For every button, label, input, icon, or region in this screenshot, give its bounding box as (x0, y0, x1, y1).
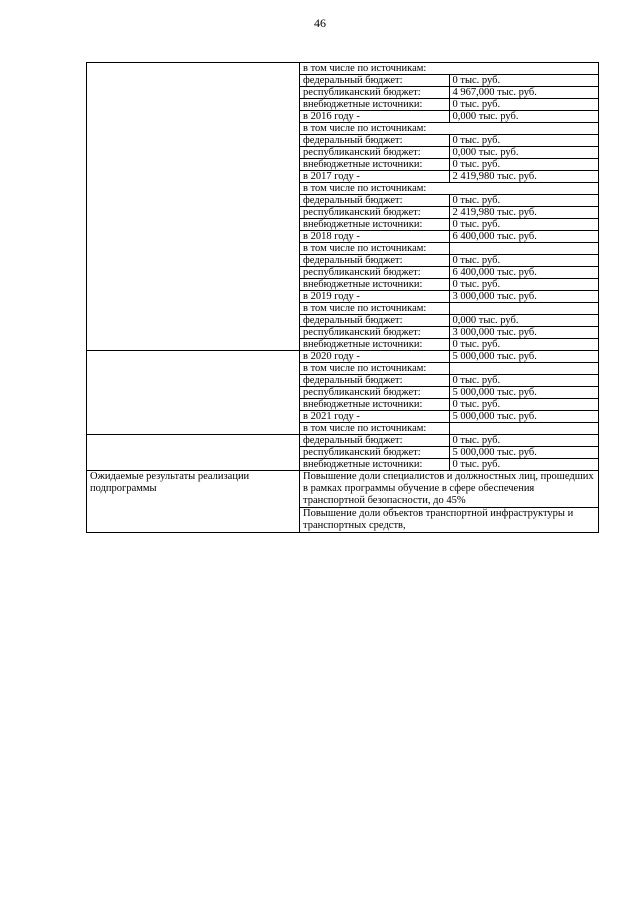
funding-value: 0 тыс. руб. (449, 279, 599, 291)
results-label: Ожидаемые результаты реализации подпрограммы (87, 471, 300, 533)
funding-value: 0 тыс. руб. (449, 255, 599, 267)
funding-label: внебюджетные источники: (300, 339, 450, 351)
table-row (87, 63, 599, 75)
funding-label: внебюджетные источники: (300, 399, 450, 411)
funding-value: 0 тыс. руб. (449, 159, 599, 171)
funding-label: внебюджетные источники: (300, 459, 450, 471)
result-item: Повышение доли специалистов и должностных лиц, прошедших в рамках программы обучение в сфере обеспечения транспортной безопасности, до 45% (300, 471, 599, 508)
funding-label: федеральный бюджет: (300, 375, 450, 387)
funding-value: 0 тыс. руб. (449, 75, 599, 87)
funding-value: 3 000,000 тыс. руб. (449, 291, 599, 303)
page-number: 46 (314, 16, 326, 30)
funding-label: республиканский бюджет: (300, 387, 450, 399)
funding-label: федеральный бюджет: (300, 75, 450, 87)
funding-value: 5 000,000 тыс. руб. (449, 411, 599, 423)
funding-label: внебюджетные источники: (300, 219, 450, 231)
funding-label: республиканский бюджет: (300, 147, 450, 159)
funding-label: республиканский бюджет: (300, 267, 450, 279)
funding-label: республиканский бюджет: (300, 447, 450, 459)
funding-value: 2 419,980 тыс. руб. (449, 207, 599, 219)
funding-label: федеральный бюджет: (300, 195, 450, 207)
funding-label: в 2020 году - (300, 351, 450, 363)
funding-value (449, 423, 599, 435)
funding-value: 2 419,980 тыс. руб. (449, 171, 599, 183)
funding-value: 5 000,000 тыс. руб. (449, 447, 599, 459)
funding-value: 5 000,000 тыс. руб. (449, 387, 599, 399)
funding-label: в 2021 году - (300, 411, 450, 423)
funding-value: 0 тыс. руб. (449, 195, 599, 207)
funding-label: федеральный бюджет: (300, 315, 450, 327)
funding-label: внебюджетные источники: (300, 159, 450, 171)
funding-value: 3 000,000 тыс. руб. (449, 327, 599, 339)
left-empty-cell (87, 63, 300, 351)
financing-table (86, 62, 599, 533)
source-header-cell: в том числе по источникам: (300, 123, 599, 135)
funding-label: в том числе по источникам: (300, 423, 450, 435)
source-header-cell: в том числе по источникам: (300, 63, 599, 75)
funding-label: в том числе по источникам: (300, 303, 450, 315)
funding-label: в 2016 году - (300, 111, 450, 123)
funding-value: 0 тыс. руб. (449, 459, 599, 471)
funding-label: федеральный бюджет: (300, 435, 450, 447)
funding-label: в 2017 году - (300, 171, 450, 183)
funding-value: 6 400,000 тыс. руб. (449, 231, 599, 243)
funding-value: 0 тыс. руб. (449, 99, 599, 111)
funding-label: республиканский бюджет: (300, 207, 450, 219)
left-empty-cell (87, 435, 300, 471)
funding-value (449, 243, 599, 255)
funding-value: 0 тыс. руб. (449, 435, 599, 447)
table-row (87, 351, 599, 363)
funding-label: внебюджетные источники: (300, 99, 450, 111)
table-row (87, 471, 599, 508)
funding-value: 0 тыс. руб. (449, 399, 599, 411)
source-header-cell: в том числе по источникам: (300, 183, 599, 195)
funding-label: федеральный бюджет: (300, 255, 450, 267)
funding-label: республиканский бюджет: (300, 327, 450, 339)
result-item: Повышение доли объектов транспортной инфраструктуры и транспортных средств, (300, 508, 599, 533)
funding-value: 0,000 тыс. руб. (449, 147, 599, 159)
funding-value: 0,000 тыс. руб. (449, 111, 599, 123)
funding-value: 0 тыс. руб. (449, 339, 599, 351)
left-empty-cell (87, 351, 300, 435)
funding-label: федеральный бюджет: (300, 135, 450, 147)
funding-value (449, 303, 599, 315)
funding-value: 6 400,000 тыс. руб. (449, 267, 599, 279)
funding-label: в том числе по источникам: (300, 363, 450, 375)
funding-value: 0,000 тыс. руб. (449, 315, 599, 327)
funding-value: 5 000,000 тыс. руб. (449, 351, 599, 363)
funding-label: в 2018 году - (300, 231, 450, 243)
funding-value: 0 тыс. руб. (449, 375, 599, 387)
funding-label: в том числе по источникам: (300, 243, 450, 255)
funding-label: в 2019 году - (300, 291, 450, 303)
table-row (87, 435, 599, 447)
funding-label: республиканский бюджет: (300, 87, 450, 99)
funding-value (449, 363, 599, 375)
funding-label: внебюджетные источники: (300, 279, 450, 291)
funding-value: 0 тыс. руб. (449, 135, 599, 147)
funding-value: 4 967,000 тыс. руб. (449, 87, 599, 99)
funding-value: 0 тыс. руб. (449, 219, 599, 231)
